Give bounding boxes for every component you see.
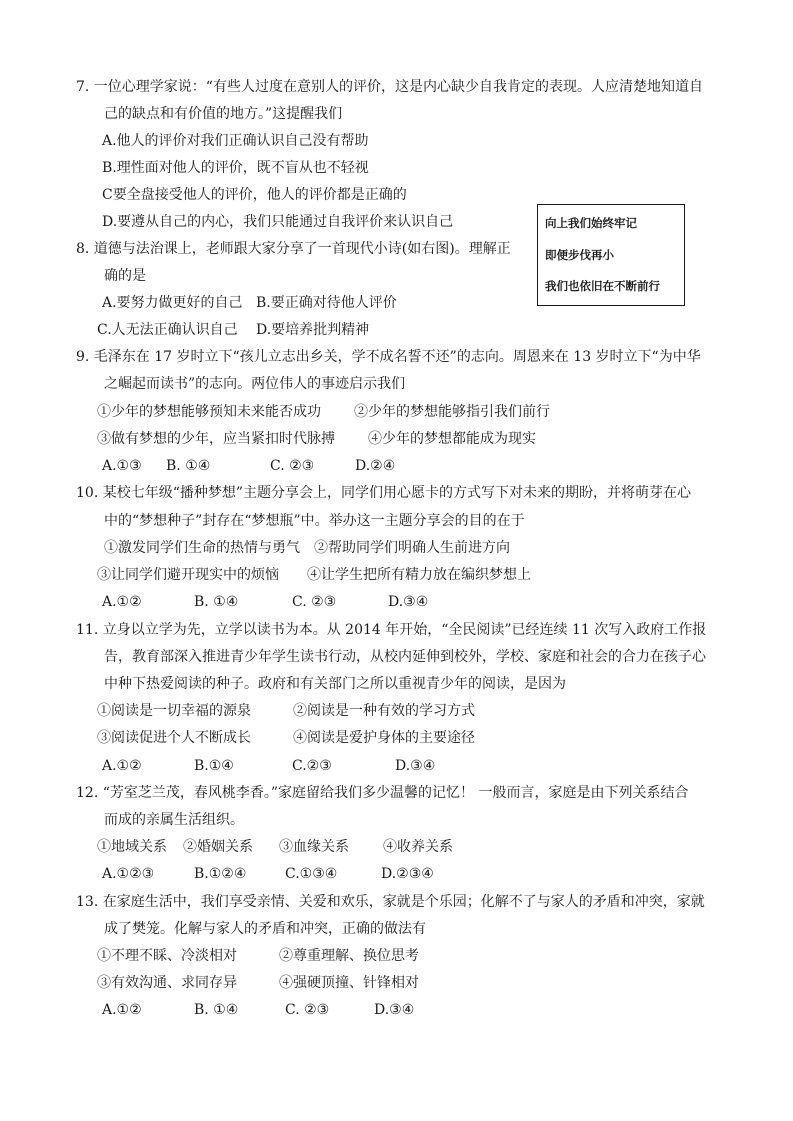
q7-option-a: A.他人的评价对我们正确认识自己没有帮助 [102,133,369,149]
q11-statement-3: ③阅读促进个人不断成长 [97,730,251,746]
q13-stem-line-2: 成了樊笼。化解与家人的矛盾和冲突，正确的做法有 [104,921,426,937]
q10-stem-line-1: 10. 某校七年级“播种梦想”主题分享会上，同学们用心愿卡的方式写下对未来的期盼，并将萌芽在心 [76,485,692,501]
q9-choice-d: D.②④ [355,458,396,474]
q9-choice-a: A.①③ [102,458,142,474]
q9-stem-line-1: 9. 毛泽东在 17 岁时立下“孩儿立志出乡关，学不成名誓不还”的志向。周恩来在 13 岁时立下“为中华 [76,349,701,365]
q12-stem-line-1: 12. “芳室芝兰茂，春风桃李香。”家庭留给我们多少温馨的记忆！ 一般而言，家庭是由下列关系结合 [76,785,689,801]
q11-choice-a: A.①② [102,758,142,774]
q10-choice-a: A.①② [102,594,142,610]
q8-option-c: C.人无法正确认识自己 [97,322,238,338]
q12-choice-c: C.①③④ [285,866,338,882]
q13-statement-2: ②尊重理解、换位思考 [279,948,419,964]
q11-statement-2: ②阅读是一种有效的学习方式 [293,703,475,719]
q10-statement-3: ③让同学们避开现实中的烦恼 [97,567,279,583]
q13-statement-3: ③有效沟通、求同存异 [97,975,237,991]
q8-stem-line-1: 8. 道德与法治课上，老师跟大家分享了一首现代小诗(如右图)。理解正 [76,241,511,257]
q11-statement-1: ①阅读是一切幸福的源泉 [97,703,251,719]
q13-statement-4: ④强硬顶撞、针锋相对 [279,975,419,991]
q13-choice-d: D.③④ [374,1002,415,1018]
q12-statement-3: ③血缘关系 [279,839,349,855]
poem-box [537,204,685,306]
q12-choice-d: D.②③④ [381,866,434,882]
q8-option-a: A.要努力做更好的自己 [102,295,243,311]
q11-choice-c: C.②③ [292,758,332,774]
q13-statement-1: ①不理不睬、冷淡相对 [97,948,237,964]
q12-stem-line-2: 而成的亲属生活组织。 [104,812,244,828]
q12-statement-2: ②婚姻关系 [183,839,253,855]
q9-statement-2: ②少年的梦想能够指引我们前行 [354,404,550,420]
poem-line-2: 即便步伐再小 [545,248,614,262]
q10-statement-2: ②帮助同学们明确人生前进方向 [314,540,510,556]
q10-choice-c: C. ②③ [292,594,337,610]
q11-stem-line-2: 告，教育部深入推进青少年学生读书行动，从校内延伸到校外，学校、家庭和社会的合力在孩子心 [104,649,706,665]
q13-choice-a: A.①② [102,1002,142,1018]
q11-choice-b: B.①④ [194,758,234,774]
q8-option-b: B.要正确对待他人评价 [256,295,397,311]
q12-statement-4: ④收养关系 [383,839,453,855]
q9-choice-c: C. ②③ [270,458,315,474]
q10-statement-4: ④让学生把所有精力放在编织梦想上 [307,567,531,583]
q9-statement-3: ③做有梦想的少年，应当紧扣时代脉搏 [97,431,335,447]
q8-option-d: D.要培养批判精神 [256,322,370,338]
q13-stem-line-1: 13. 在家庭生活中，我们享受亲情、关爱和欢乐，家就是个乐园；化解不了与家人的矛盾和冲突，家就 [76,894,705,910]
q11-statement-4: ④阅读是爱护身体的主要途径 [293,730,475,746]
q10-statement-1: ①激发同学们生命的热情与勇气 [104,540,300,556]
q10-stem-line-2: 中的“梦想种子”封存在“梦想瓶”中。举办这一主题分享会的目的在于 [104,513,525,529]
q11-stem-line-1: 11. 立身以立学为先，立学以读书为本。从 2014 年开始，“全民阅读”已经连续 11 次写入政府工作报 [76,622,707,638]
q9-statement-1: ①少年的梦想能够预知未来能否成功 [97,404,321,420]
q7-stem-line-2: 己的缺点和有价值的地方。”这提醒我们 [104,106,343,122]
q13-choice-c: C. ②③ [285,1002,330,1018]
q9-stem-line-2: 之崛起而读书”的志向。两位伟人的事迹启示我们 [104,376,406,392]
q7-stem-line-1: 7. 一位心理学家说：“有些人过度在意别人的评价，这是内心缺少自我肯定的表现。人应清楚地知道自 [76,79,703,95]
q11-stem-line-3: 中种下热爱阅读的种子。政府和有关部门之所以重视青少年的阅读，是因为 [104,676,566,692]
q12-choice-b: B.①②④ [194,866,247,882]
q13-choice-b: B. ①④ [194,1002,239,1018]
q12-choice-a: A.①②③ [102,866,155,882]
q7-option-c: C要全盘接受他人的评价，他人的评价都是正确的 [102,187,407,203]
q7-option-b: B.理性面对他人的评价，既不盲从也不轻视 [102,160,369,176]
poem-line-1: 向上我们始终牢记 [545,216,637,230]
q8-stem-line-2: 确的是 [104,268,146,284]
q9-choice-b: B. ①④ [166,458,211,474]
q12-statement-1: ①地域关系 [97,839,167,855]
q7-option-d: D.要遵从自己的内心，我们只能通过自我评价来认识自己 [102,214,454,230]
q10-choice-d: D.③④ [388,594,429,610]
q11-choice-d: D.③④ [395,758,436,774]
poem-line-3: 我们也依旧在不断前行 [545,279,660,293]
q9-statement-4: ④少年的梦想都能成为现实 [368,431,536,447]
q10-choice-b: B. ①④ [194,594,239,610]
